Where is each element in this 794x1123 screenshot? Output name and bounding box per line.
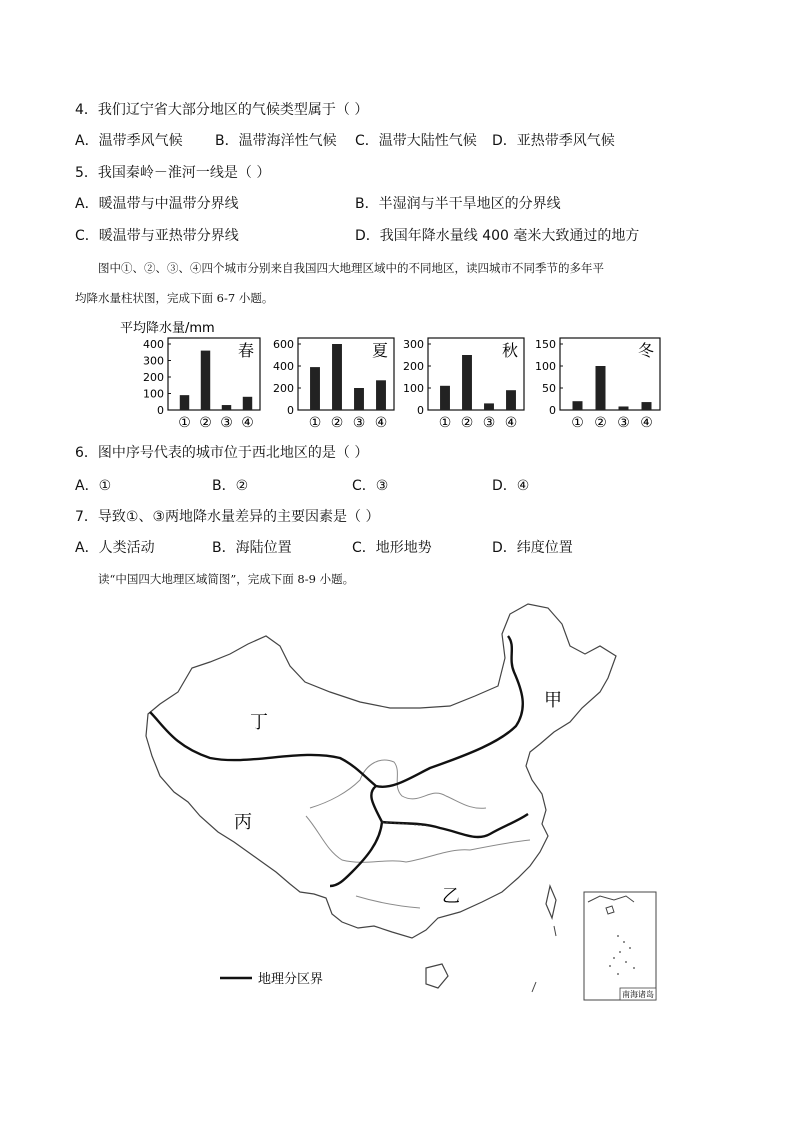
- yangtze-river: [306, 816, 530, 862]
- chart-2-category-label: ②: [330, 415, 344, 431]
- q4-stem: 4．我们辽宁省大部分地区的气候类型属于（ ）: [75, 102, 369, 118]
- chart-3-category-label: ②: [460, 415, 474, 431]
- region-label-ding: 丁: [250, 712, 268, 733]
- q6-stem: 6．图中序号代表的城市位于西北地区的是（ ）: [75, 445, 369, 461]
- chart-1-bar: [243, 397, 252, 410]
- china-regions-map: [130, 596, 670, 1006]
- chart-4-category-label: ①: [571, 415, 584, 431]
- chart-3-bar: [440, 386, 450, 410]
- chart-4-title: 冬: [638, 341, 655, 360]
- q4-option-c[interactable]: C．温带大陆性气候: [355, 133, 477, 149]
- chart-2-bar: [332, 344, 342, 410]
- chart-2-category-label: ④: [374, 415, 388, 431]
- chart-3-ytick: 200: [403, 360, 424, 373]
- chart-4-ytick: 100: [535, 360, 556, 373]
- chart-3-bar: [462, 355, 472, 410]
- chart-3-category-label: ①: [438, 415, 452, 431]
- chart-1-ytick: 400: [143, 338, 164, 351]
- q7-stem: 7．导致①、③两地降水量差异的主要因素是（ ）: [75, 509, 380, 525]
- chart-ylabel: 平均降水量/mm: [120, 321, 215, 336]
- q6-option-c[interactable]: C．③: [352, 478, 389, 494]
- chart-1-title: 春: [238, 341, 255, 360]
- q7-option-a[interactable]: A．人类活动: [75, 540, 155, 556]
- chart-2-ytick: 600: [273, 338, 294, 351]
- q5-stem: 5．我国秦岭－淮河一线是（ ）: [75, 165, 271, 181]
- chart-1-category-label: ③: [220, 415, 233, 431]
- islands-mark-1: [554, 926, 556, 936]
- q4-option-d[interactable]: D．亚热带季风气候: [492, 133, 615, 149]
- boundary-north-northwest: [150, 636, 523, 787]
- chart-1-bar: [180, 395, 189, 410]
- passage-2-line-1: 读“中国四大地理区域简图”，完成下面 8-9 小题。: [98, 572, 355, 586]
- chart-3-bar: [484, 403, 494, 410]
- chart-3-ytick: 300: [403, 338, 424, 351]
- region-label-bing: 丙: [234, 812, 252, 833]
- chart-4-ytick: 0: [549, 404, 556, 417]
- inset-islands-dots: [609, 935, 635, 975]
- chart-2-ytick: 400: [273, 360, 294, 373]
- passage-1-line-1: 图中①、②、③、④四个城市分别来自我国四大地理区域中的不同地区，读四城市不同季节的多年平: [98, 261, 604, 275]
- region-label-yi: 乙: [442, 886, 460, 907]
- chart-3-bar: [506, 390, 516, 410]
- chart-3-category-label: ④: [504, 415, 518, 431]
- chart-2-category-label: ①: [308, 415, 322, 431]
- chart-4-category-label: ②: [594, 415, 607, 431]
- chart-2-ytick: 0: [287, 404, 294, 417]
- q5-option-b[interactable]: B．半湿润与半干旱地区的分界线: [355, 196, 561, 212]
- chart-2-bar: [310, 367, 320, 410]
- chart-1-category-label: ④: [241, 415, 254, 431]
- chart-2-bar: [354, 388, 364, 410]
- boundary-qinling-huaihe: [382, 814, 528, 837]
- chart-3-category-label: ③: [482, 415, 496, 431]
- q6-option-b[interactable]: B．②: [212, 478, 249, 494]
- chart-4-category-label: ③: [617, 415, 630, 431]
- q7-option-d[interactable]: D．纬度位置: [492, 540, 573, 556]
- chart-2-category-label: ③: [352, 415, 366, 431]
- q4-option-b[interactable]: B．温带海洋性气候: [215, 133, 337, 149]
- chart-4-bar: [642, 402, 652, 410]
- chart-2-title: 夏: [372, 341, 389, 360]
- chart-1-ytick: 200: [143, 371, 164, 384]
- passage-1-line-2: 均降水量柱状图，完成下面 6-7 小题。: [75, 291, 274, 305]
- q5-option-c[interactable]: C．暖温带与亚热带分界线: [75, 228, 239, 244]
- chart-3-ytick: 100: [403, 382, 424, 395]
- chart-4-ytick: 150: [535, 338, 556, 351]
- chart-1-bar: [222, 405, 231, 410]
- chart-4-category-label: ④: [640, 415, 653, 431]
- q6-option-a[interactable]: A．①: [75, 478, 112, 494]
- inset-label: 南海诸岛: [622, 990, 654, 999]
- chart-4-bar: [596, 366, 606, 410]
- chart-1-ytick: 300: [143, 354, 164, 368]
- q5-option-a[interactable]: A．暖温带与中温带分界线: [75, 196, 239, 212]
- q7-option-b[interactable]: B．海陆位置: [212, 540, 292, 556]
- country-outline: [146, 604, 616, 938]
- q4-option-a[interactable]: A．温带季风气候: [75, 133, 183, 149]
- q5-option-d[interactable]: D．我国年降水量线 400 毫米大致通过的地方: [355, 228, 640, 244]
- inset-hainan: [606, 906, 614, 914]
- chart-1-ytick: 100: [143, 387, 164, 401]
- chart-1-bar: [201, 351, 210, 410]
- taiwan-island: [546, 886, 556, 918]
- chart-1-category-label: ①: [178, 415, 191, 431]
- chart-4-ytick: 50: [542, 382, 556, 395]
- chart-2-bar: [376, 380, 386, 410]
- hainan-island: [426, 964, 448, 988]
- chart-1-ytick: 0: [157, 404, 164, 417]
- chart-4-bar: [619, 406, 629, 410]
- region-label-jia: 甲: [544, 690, 562, 711]
- islands-mark-2: [532, 982, 536, 992]
- map-svg: [130, 596, 670, 1006]
- chart-3-ytick: 0: [417, 404, 424, 417]
- south-china-sea-inset: [584, 892, 656, 1000]
- chart-4-bar: [573, 401, 583, 410]
- q7-option-c[interactable]: C．地形地势: [352, 540, 432, 556]
- precipitation-bar-charts: [0, 318, 794, 433]
- pearl-river: [356, 896, 420, 908]
- legend-label: 地理分区界: [258, 972, 324, 987]
- chart-2-ytick: 200: [273, 382, 294, 395]
- chart-1-category-label: ②: [199, 415, 212, 431]
- inset-coastline: [588, 896, 634, 902]
- boundary-tibet-plateau: [330, 786, 382, 886]
- chart-3-title: 秋: [502, 341, 519, 360]
- q6-option-d[interactable]: D．④: [492, 478, 530, 494]
